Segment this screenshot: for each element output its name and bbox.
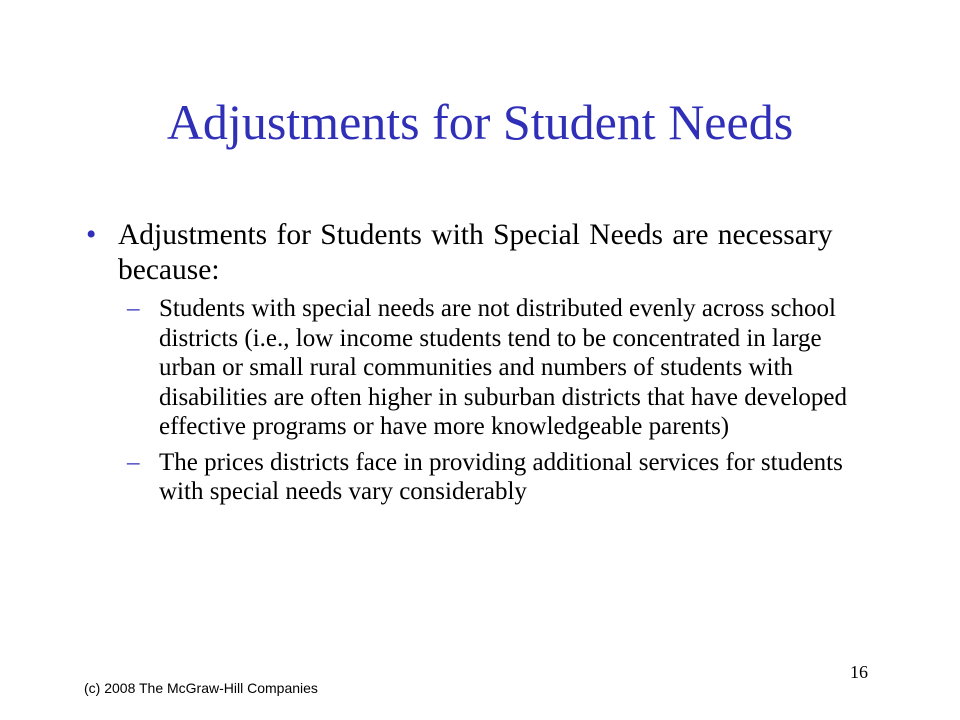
sub-bullet-item <box>122 294 872 442</box>
slide-content <box>82 218 872 513</box>
bullet-text: Adjustments for Students with Special Needs are necessary because: <box>118 219 833 286</box>
copyright-footer: (c) 2008 The McGraw-Hill Companies <box>84 680 318 696</box>
sub-bullet-list <box>82 294 872 507</box>
bullet-marker: • <box>86 219 97 251</box>
sub-bullet-marker: – <box>127 295 140 322</box>
sub-bullet-text: Students with special needs are not distributed evenly across school districts (i.e., low income students tend to be concentrated in large urban or small rural communities and numbers of students with disabilities are often higher in suburban districts that have developed effective programs or have more knowledgeable parents) <box>159 295 848 440</box>
bullet-item <box>82 218 872 288</box>
sub-bullet-marker: – <box>127 448 140 476</box>
sub-bullet-item <box>122 448 872 507</box>
sub-bullet-text: The prices districts face in providing additional services for students with special needs vary considerably <box>159 448 843 505</box>
slide-title: Adjustments for Student Needs <box>166 94 794 150</box>
page-number: 16 <box>850 662 868 682</box>
